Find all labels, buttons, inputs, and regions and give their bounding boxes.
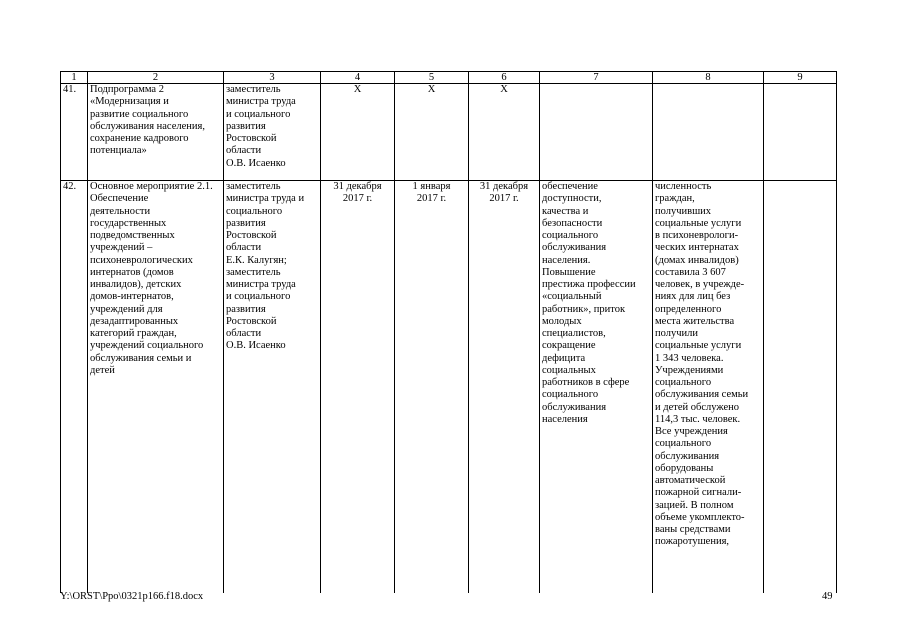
header-cell: 4: [321, 72, 395, 84]
cell-text-line: безопасности: [542, 217, 603, 229]
row-number-cell: 41.: [61, 84, 88, 181]
notes-cell: [764, 181, 837, 594]
cell-text-line: Все учреждения: [655, 426, 728, 437]
cell-text-line: потенциала»: [90, 145, 147, 157]
table-row: [61, 181, 837, 594]
end-date-cell: [321, 84, 395, 181]
cell-text-line: 2017 г.: [416, 193, 447, 205]
cell-text-line: работник», приток: [542, 303, 626, 315]
cell-text-line: интернатов (домов: [90, 266, 174, 278]
cell-text-line: Учреждениями: [655, 364, 724, 376]
cell-text-line: 2017 г.: [342, 193, 373, 205]
cell-text-line: развития: [226, 217, 266, 229]
cell-text-line: престижа профессии: [542, 279, 636, 290]
cell-text-line: ческих интернатах: [655, 242, 739, 254]
cell-text-line: 31 декабря: [333, 181, 382, 192]
notes-cell: [764, 84, 837, 181]
cell-text-line: Ростовской: [226, 230, 277, 241]
cell-text-line: психоневрологических: [90, 254, 193, 266]
activity-table: [60, 71, 837, 593]
cell-text-line: обслуживания семьи: [655, 389, 749, 401]
cell-text-line: министра труда: [226, 96, 296, 108]
cell-text-line: домов-интернатов,: [90, 291, 174, 303]
cell-text-line: Ростовской: [226, 133, 277, 144]
cell-text-line: места жительства: [655, 315, 735, 327]
cell-text-line: 1 343 человека.: [655, 352, 724, 364]
cell-text-line: Е.К. Калугян;: [226, 254, 287, 266]
cell-text-line: детей: [90, 364, 115, 376]
cell-text-line: Х: [427, 84, 436, 95]
cell-text-line: О.В. Исаенко: [226, 157, 286, 169]
cell-text-line: получили: [655, 328, 698, 339]
cell-text-line: человек, в учрежде-: [655, 279, 745, 290]
completion-date-cell: [469, 181, 540, 594]
cell-text-line: объеме укомплекто-: [655, 511, 745, 523]
cell-text-line: Основное мероприятие 2.1.: [90, 181, 213, 192]
cell-text-line: 114,3 тыс. человек.: [655, 413, 741, 425]
cell-text-line: и социального: [226, 108, 291, 120]
cell-text-line: получивших: [655, 205, 712, 217]
completion-date-cell: [469, 84, 540, 181]
cell-text-line: «социальный: [542, 291, 602, 303]
cell-text-line: подведомственных: [90, 230, 175, 241]
cell-text-line: социальные услуги: [655, 217, 742, 229]
cell-text-line: «Модернизация и: [90, 96, 169, 108]
cell-text-line: и социального: [226, 291, 291, 303]
footer-page-number: 49: [822, 591, 833, 602]
cell-text-line: автоматической: [655, 475, 726, 486]
footer-file-path: Y:\ORST\Ppo\0321p166.f18.docx: [60, 591, 204, 602]
cell-text-line: сохранение кадрового: [90, 133, 189, 144]
cell-text-line: инвалидов), детских: [90, 279, 182, 290]
actual-result-cell: [653, 84, 764, 181]
cell-text-line: качества и: [542, 205, 589, 217]
header-cell: 2: [88, 72, 224, 84]
cell-text-line: социальных: [542, 364, 596, 376]
cell-text-line: и детей обслужено: [655, 401, 739, 413]
table-header-row: [61, 72, 837, 84]
cell-text-line: молодых: [542, 315, 582, 327]
cell-text-line: доступности,: [542, 193, 602, 205]
cell-text-line: обслуживания семьи и: [90, 352, 192, 364]
cell-text-line: заместитель: [226, 266, 281, 278]
cell-text-line: граждан,: [655, 193, 695, 205]
cell-text-line: обслуживания: [542, 242, 607, 254]
cell-text-line: развитие социального: [90, 108, 189, 120]
cell-text-line: дезадаптированных: [90, 315, 179, 327]
header-cell: 3: [224, 72, 321, 84]
cell-text-line: социального: [655, 377, 712, 388]
responsible-cell: [224, 181, 321, 594]
cell-text-line: 1 января: [412, 181, 451, 192]
start-date-cell: [395, 84, 469, 181]
cell-text-line: определенного: [655, 303, 722, 315]
cell-text-line: населения: [542, 413, 588, 425]
cell-text-line: социального: [542, 230, 599, 241]
cell-text-line: учреждений –: [90, 242, 153, 254]
cell-text-line: социальные услуги: [655, 340, 742, 352]
cell-text-line: составила 3 607: [655, 266, 726, 278]
cell-text-line: государственных: [90, 217, 167, 229]
cell-text-line: численность: [655, 181, 712, 192]
document-sheet: [60, 71, 837, 593]
cell-text-line: обеспечение: [542, 181, 598, 192]
end-date-cell: [321, 181, 395, 594]
activity-name-cell: [88, 181, 224, 594]
cell-text-line: пожарной сигнали-: [655, 487, 742, 499]
header-cell: 8: [653, 72, 764, 84]
cell-text-line: сокращение: [542, 340, 596, 352]
cell-text-line: оборудованы: [655, 462, 714, 474]
cell-text-line: области: [226, 242, 262, 254]
header-cell: 5: [395, 72, 469, 84]
cell-text-line: ваны средствами: [655, 524, 731, 535]
cell-text-line: дефицита: [542, 352, 586, 364]
cell-text-line: заместитель: [226, 84, 281, 95]
actual-result-cell: [653, 181, 764, 594]
cell-text-line: учреждений для: [90, 303, 163, 315]
expected-result-cell: [540, 181, 653, 594]
cell-text-line: ниях для лиц без: [655, 291, 731, 303]
header-cell: 9: [764, 72, 837, 84]
cell-text-line: области: [226, 328, 262, 339]
cell-text-line: 2017 г.: [489, 193, 519, 205]
cell-text-line: социального: [655, 438, 712, 450]
table-row: [61, 84, 837, 181]
cell-text-line: в психоневрологи-: [655, 230, 739, 241]
cell-text-line: министра труда: [226, 279, 296, 290]
cell-text-line: Х: [353, 84, 362, 95]
cell-text-line: области: [226, 145, 262, 157]
cell-text-line: Обеспечение: [90, 193, 149, 205]
cell-text-line: Ростовской: [226, 315, 277, 327]
cell-text-line: социального: [542, 389, 599, 401]
cell-text-line: социального: [226, 205, 283, 217]
cell-text-line: министра труда и: [226, 193, 305, 205]
header-cell: 6: [469, 72, 540, 84]
cell-text-line: Подпрограмма 2: [90, 84, 164, 95]
cell-text-line: работников в сфере: [542, 377, 630, 388]
cell-text-line: О.В. Исаенко: [226, 340, 286, 352]
cell-text-line: населения.: [542, 254, 591, 266]
row-number-cell: 42.: [61, 181, 88, 594]
cell-text-line: развития: [226, 120, 266, 132]
expected-result-cell: [540, 84, 653, 181]
cell-text-line: пожаротушения,: [655, 536, 730, 548]
cell-text-line: специалистов,: [542, 328, 606, 339]
cell-text-line: (домах инвалидов): [655, 254, 739, 266]
activity-name-cell: [88, 84, 224, 181]
responsible-cell: [224, 84, 321, 181]
cell-text-line: обслуживания: [542, 401, 607, 413]
cell-text-line: деятельности: [90, 205, 151, 217]
cell-text-line: категорий граждан,: [90, 328, 177, 339]
cell-text-line: 31 декабря: [479, 181, 529, 192]
cell-text-line: заместитель: [226, 181, 281, 192]
cell-text-line: обслуживания населения,: [90, 120, 205, 132]
cell-text-line: обслуживания: [655, 450, 720, 462]
cell-text-line: учреждений социального: [90, 340, 204, 352]
cell-text-line: развития: [226, 303, 266, 315]
cell-text-line: зацией. В полном: [655, 499, 734, 511]
cell-text-line: Повышение: [542, 266, 596, 278]
start-date-cell: [395, 181, 469, 594]
cell-text-line: Х: [500, 84, 508, 95]
header-cell: 1: [61, 72, 88, 84]
header-cell: 7: [540, 72, 653, 84]
